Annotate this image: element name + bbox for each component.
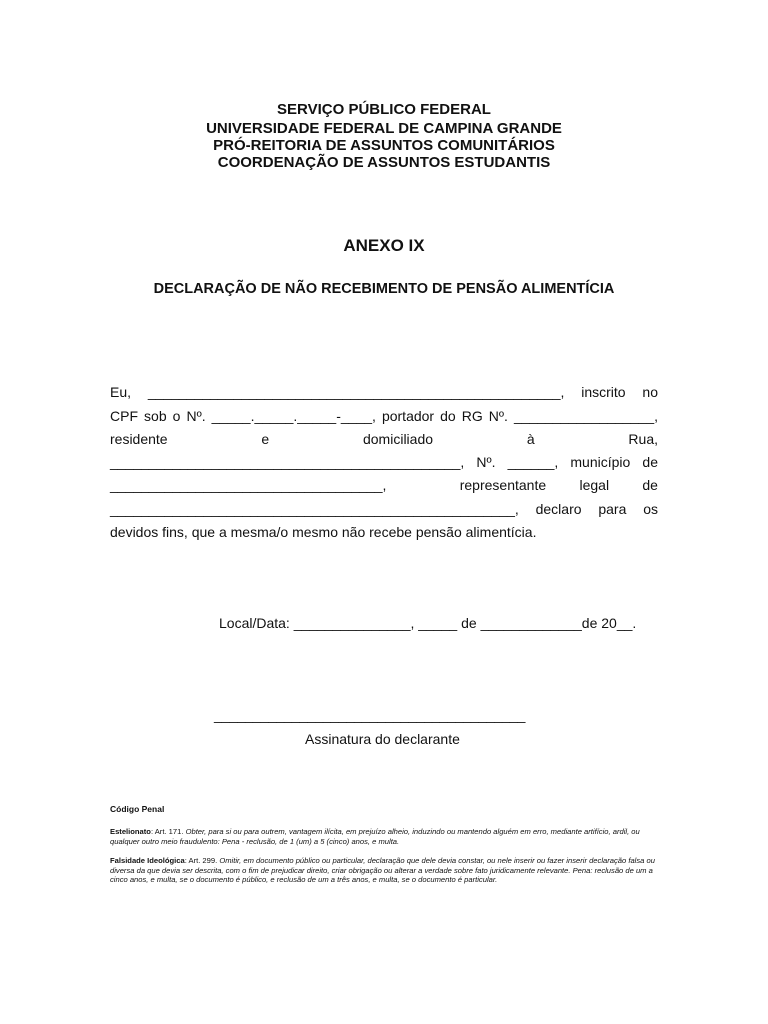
header-line-2: UNIVERSIDADE FEDERAL DE CAMPINA GRANDE [206, 120, 562, 137]
body-word: de [642, 477, 658, 493]
body-word: Rua, [628, 431, 658, 447]
estelionato-article: : Art. 171. [150, 827, 186, 836]
penal-code-heading: Código Penal [110, 804, 165, 814]
body-word: representante [459, 477, 547, 493]
estelionato-label: Estelionato [110, 827, 151, 836]
falsidade-label: Falsidade Ideológica [110, 856, 185, 865]
body-line-6: ____________________________________________________, declaro para os [110, 501, 658, 517]
header-line-1: SERVIÇO PÚBLICO FEDERAL [277, 101, 491, 118]
body-line-4: _____________________________________________, Nº. ______, município de [110, 454, 658, 470]
local-data-line: Local/Data: _______________, _____ de _____________de 20__. [219, 615, 637, 631]
header-line-4: COORDENAÇÃO DE ASSUNTOS ESTUDANTIS [217, 154, 551, 171]
annex-title: ANEXO IX [343, 236, 425, 255]
falsidade-article: : Art. 299. [184, 856, 220, 865]
signature-line: ________________________________________ [214, 707, 526, 723]
document-title: DECLARAÇÃO DE NÃO RECEBIMENTO DE PENSÃO ALIMENTÍCIA [153, 281, 615, 297]
body-line-3 [110, 431, 658, 451]
signature-label: Assinatura do declarante [305, 731, 460, 747]
falsidade-text: Omitir, em documento público ou particular, declaração que dele devia constar, ou nele inserir ou fazer inserir declaração falsa ou diversa da que devia ser descrita, com o fim de prejudicar direito, criar obrigação ou alterar a verdade sobre fato juridicamente relevante. Pena: reclusão de um a cinco anos, e multa, se o documento é público, e reclusão de um a três anos, e multa, se o documento é particular. [110, 856, 655, 884]
body-word: e [261, 431, 270, 447]
falsidade-paragraph [110, 856, 658, 885]
estelionato-paragraph [110, 827, 658, 846]
body-word: legal [579, 477, 610, 493]
body-word: domiciliado [362, 431, 434, 447]
body-word: ___________________________________, [110, 477, 387, 493]
body-word: à [526, 431, 535, 447]
header-line-3: PRÓ-REITORIA DE ASSUNTOS COMUNITÁRIOS [213, 137, 555, 154]
body-word: residente [110, 431, 168, 447]
body-line-2: CPF sob o Nº. _____._____._____-____, portador do RG Nº. __________________, [110, 408, 658, 424]
body-line-1: Eu, _____________________________________________________, inscrito no [110, 384, 658, 400]
estelionato-text: Obter, para si ou para outrem, vantagem ilícita, em prejuízo alheio, induzindo ou mantendo alguém em erro, mediante artifício, ardil, ou qualquer outro meio fraudulento: Pena - reclusão, de 1 (um) a 5 (cinco) anos, e multa. [110, 827, 640, 846]
body-line-5 [110, 477, 658, 497]
body-line-7: devidos fins, que a mesma/o mesmo não recebe pensão alimentícia. [110, 524, 537, 540]
